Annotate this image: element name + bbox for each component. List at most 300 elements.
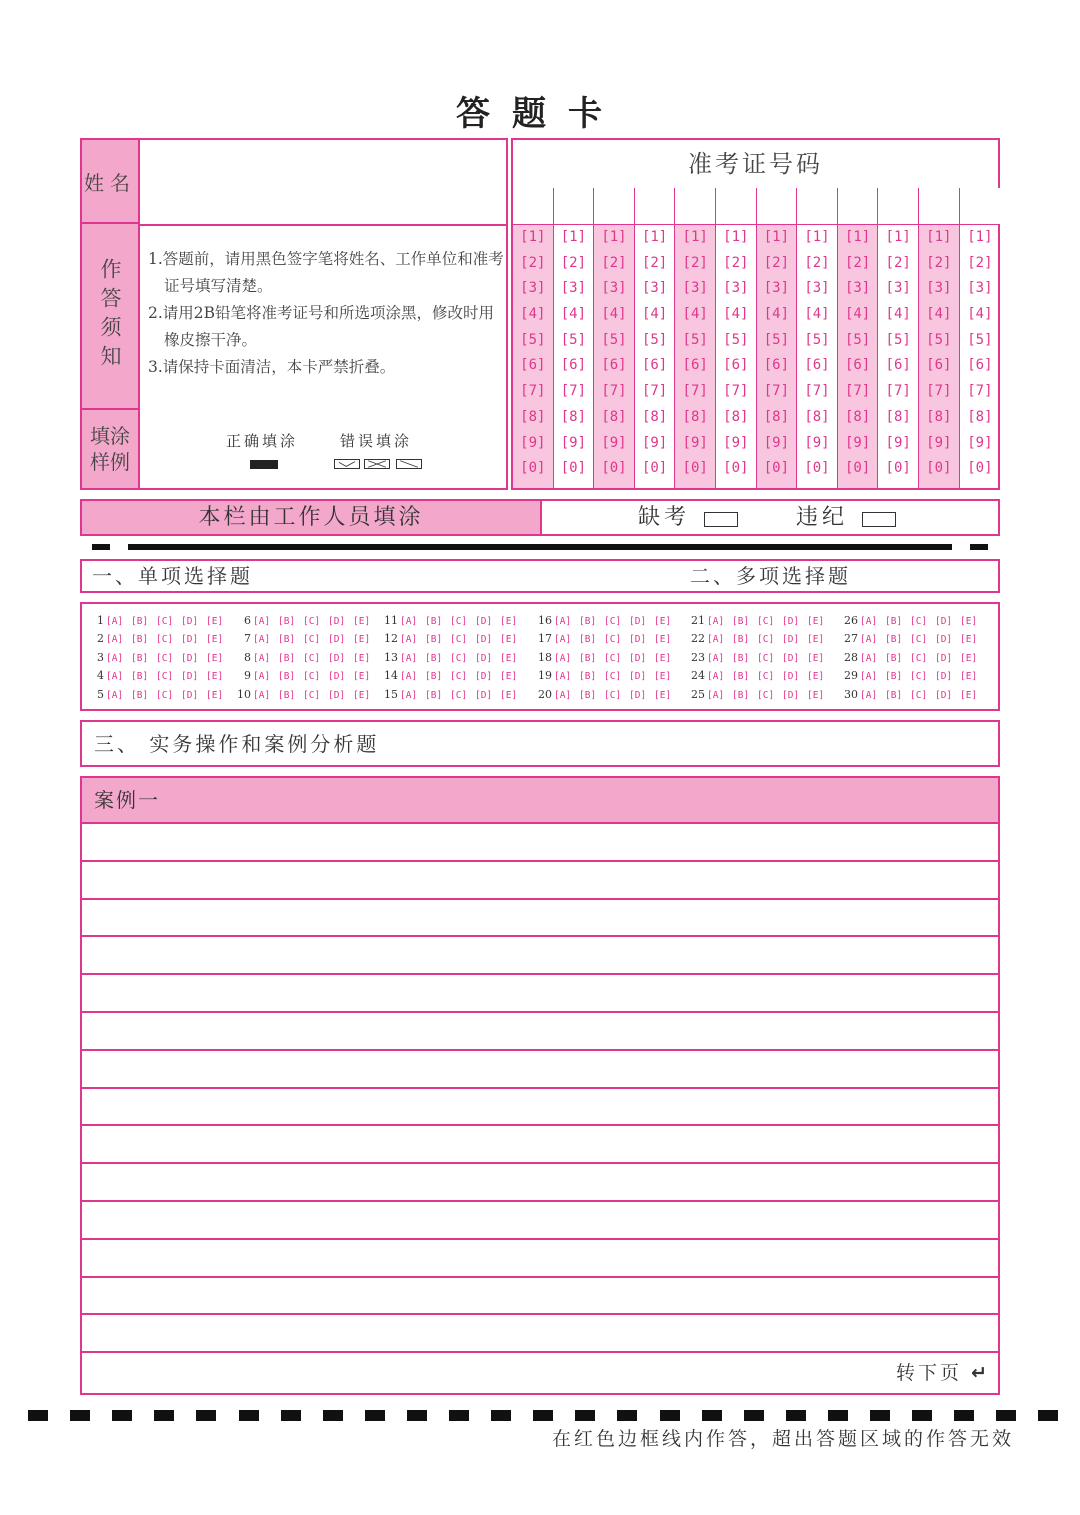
exam-id-bubble[interactable]: [9] xyxy=(926,434,952,451)
exam-id-bubble[interactable]: [0] xyxy=(560,460,587,477)
option-bubble[interactable]: [B] xyxy=(278,652,296,664)
exam-id-bubble[interactable]: [2] xyxy=(967,254,993,271)
exam-id-bubble[interactable]: [5] xyxy=(967,331,993,348)
option-bubble[interactable]: [A] xyxy=(106,634,124,646)
option-bubble[interactable]: [B] xyxy=(278,689,296,701)
option-bubble[interactable]: [A] xyxy=(253,616,271,627)
option-bubble[interactable]: [B] xyxy=(579,616,597,627)
option-bubble[interactable]: [A] xyxy=(707,689,725,701)
exam-id-bubble[interactable]: [3] xyxy=(641,280,668,297)
exam-id-bubble[interactable]: [3] xyxy=(560,280,587,297)
option-bubble[interactable]: [A] xyxy=(554,616,572,627)
cut-line-dash xyxy=(239,1410,259,1421)
option-bubble[interactable]: [A] xyxy=(860,616,878,627)
exam-id-bubble[interactable]: [3] xyxy=(844,280,871,297)
option-bubble[interactable]: [C] xyxy=(303,616,321,627)
option-bubble[interactable]: [A] xyxy=(253,634,271,646)
option-bubble[interactable]: [D] xyxy=(782,634,800,646)
option-bubble[interactable]: [D] xyxy=(328,652,346,664)
exam-id-bubble[interactable]: [4] xyxy=(967,306,993,323)
option-bubble[interactable]: [E] xyxy=(500,689,518,701)
exam-id-bubble[interactable]: [6] xyxy=(723,357,749,374)
option-bubble[interactable]: [B] xyxy=(579,689,597,701)
option-bubble[interactable]: [D] xyxy=(935,689,953,701)
option-bubble[interactable]: [D] xyxy=(782,689,800,701)
option-bubble[interactable]: [D] xyxy=(181,616,199,627)
exam-id-bubble[interactable]: [2] xyxy=(560,254,587,271)
option-bubble[interactable]: [E] xyxy=(500,671,518,683)
exam-id-bubble[interactable]: [5] xyxy=(804,331,830,348)
option-bubble[interactable]: [D] xyxy=(181,689,199,701)
option-bubble[interactable]: [C] xyxy=(303,634,321,646)
exam-id-bubble[interactable]: [6] xyxy=(844,357,871,374)
option-bubble[interactable]: [C] xyxy=(303,671,321,683)
option-bubble[interactable]: [E] xyxy=(206,616,224,627)
exam-id-bubble[interactable]: [0] xyxy=(641,460,668,477)
option-bubble[interactable]: [A] xyxy=(860,634,878,646)
option-bubble[interactable]: [C] xyxy=(303,689,321,701)
exam-id-bubble[interactable]: [0] xyxy=(723,460,749,477)
exam-id-bubble[interactable]: [5] xyxy=(560,331,587,348)
exam-id-bubble[interactable]: [7] xyxy=(967,383,993,400)
exam-id-bubble[interactable]: [7] xyxy=(641,383,668,400)
option-bubble[interactable]: [D] xyxy=(328,616,346,627)
option-bubble[interactable]: [D] xyxy=(629,652,647,664)
option-bubble[interactable]: [C] xyxy=(450,652,468,664)
exam-id-bubble[interactable]: [5] xyxy=(520,331,546,348)
exam-id-bubble[interactable]: [8] xyxy=(560,408,587,425)
exam-id-bubble[interactable]: [6] xyxy=(601,357,627,374)
option-bubble[interactable]: [C] xyxy=(910,689,928,701)
exam-id-bubble[interactable]: [1] xyxy=(723,229,749,245)
question-row xyxy=(90,630,231,648)
violation-checkbox[interactable] xyxy=(862,512,896,527)
option-bubble[interactable]: [A] xyxy=(707,652,725,664)
exam-id-bubble[interactable]: [5] xyxy=(641,331,668,348)
exam-id-bubble[interactable]: [1] xyxy=(641,229,668,245)
option-bubble[interactable]: [E] xyxy=(960,652,978,664)
option-bubble[interactable]: [D] xyxy=(935,652,953,664)
option-bubble[interactable]: [E] xyxy=(500,652,518,664)
exam-id-bubble[interactable]: [8] xyxy=(844,408,871,425)
option-bubble[interactable]: [C] xyxy=(757,652,775,664)
option-bubble[interactable]: [E] xyxy=(206,689,224,701)
option-bubble[interactable]: [A] xyxy=(554,652,572,664)
exam-id-bubble[interactable]: [4] xyxy=(601,306,627,323)
option-bubble[interactable]: [B] xyxy=(885,616,903,627)
option-bubble[interactable]: [D] xyxy=(475,616,493,627)
option-bubble[interactable]: [E] xyxy=(654,689,672,701)
exam-id-bubble[interactable]: [3] xyxy=(885,280,911,297)
exam-id-bubble[interactable]: [3] xyxy=(723,280,749,297)
exam-id-digit-box[interactable] xyxy=(675,188,715,225)
footer-note: 在红色边框线内作答，超出答题区域的作答无效 xyxy=(551,1428,1014,1450)
option-bubble[interactable]: [D] xyxy=(629,634,647,646)
exam-id-bubble[interactable]: [4] xyxy=(844,306,871,323)
exam-id-bubble[interactable]: [2] xyxy=(885,254,911,271)
exam-id-bubble[interactable]: [0] xyxy=(763,460,790,477)
option-bubble[interactable]: [C] xyxy=(910,671,928,683)
exam-id-bubble[interactable]: [4] xyxy=(723,306,749,323)
exam-id-bubble[interactable]: [8] xyxy=(641,408,668,425)
exam-id-bubble[interactable]: [7] xyxy=(804,383,830,400)
exam-id-bubble[interactable]: [9] xyxy=(844,434,871,451)
exam-id-bubble[interactable]: [7] xyxy=(885,383,911,400)
exam-id-bubble[interactable]: [7] xyxy=(560,383,587,400)
exam-id-digit-box[interactable] xyxy=(838,188,878,225)
exam-id-bubble[interactable]: [7] xyxy=(844,383,871,400)
exam-id-bubble[interactable]: [7] xyxy=(763,383,790,400)
exam-id-bubble[interactable]: [3] xyxy=(601,280,627,297)
option-bubble[interactable]: [A] xyxy=(860,689,878,701)
exam-id-bubble[interactable]: [0] xyxy=(926,460,952,477)
option-bubble[interactable]: [C] xyxy=(450,689,468,701)
exam-id-bubble[interactable]: [8] xyxy=(885,408,911,425)
exam-id-bubble[interactable]: [3] xyxy=(520,280,546,297)
exam-id-bubble[interactable]: [3] xyxy=(926,280,952,297)
exam-id-bubble[interactable]: [4] xyxy=(560,306,587,323)
exam-id-digit-box[interactable] xyxy=(554,188,594,225)
exam-id-bubble[interactable]: [6] xyxy=(641,357,668,374)
case-title: 案例一 xyxy=(94,788,160,812)
option-bubble[interactable]: [D] xyxy=(181,634,199,646)
option-bubble[interactable]: [E] xyxy=(807,652,825,664)
option-bubble[interactable]: [A] xyxy=(554,634,572,646)
option-bubble[interactable]: [A] xyxy=(106,616,124,627)
cut-line-dash xyxy=(870,1410,890,1421)
exam-id-digit-box[interactable] xyxy=(919,188,959,225)
option-bubble[interactable]: [A] xyxy=(707,671,725,683)
exam-id-bubble[interactable]: [9] xyxy=(601,434,627,451)
option-bubble[interactable]: [D] xyxy=(328,689,346,701)
exam-id-bubble[interactable]: [7] xyxy=(926,383,952,400)
option-bubble[interactable]: [D] xyxy=(181,652,199,664)
exam-id-bubble[interactable]: [9] xyxy=(967,434,993,451)
option-bubble[interactable]: [C] xyxy=(450,616,468,627)
option-bubble[interactable]: [A] xyxy=(860,671,878,683)
exam-id-bubble[interactable]: [0] xyxy=(967,460,993,477)
exam-id-bubble[interactable]: [8] xyxy=(804,408,830,425)
option-bubble[interactable]: [C] xyxy=(910,616,928,627)
option-bubble[interactable]: [B] xyxy=(131,652,149,664)
option-bubble[interactable]: [B] xyxy=(425,634,443,646)
exam-id-bubble[interactable]: [0] xyxy=(885,460,911,477)
case-answer-area[interactable] xyxy=(80,776,1000,1395)
option-bubble[interactable]: [D] xyxy=(328,671,346,683)
option-bubble[interactable]: [B] xyxy=(131,689,149,701)
option-bubble[interactable]: [A] xyxy=(253,652,271,664)
option-bubble[interactable]: [B] xyxy=(885,652,903,664)
option-bubble[interactable]: [C] xyxy=(604,616,622,627)
option-bubble[interactable]: [B] xyxy=(579,634,597,646)
exam-id-bubble[interactable]: [5] xyxy=(682,331,708,348)
answer-line xyxy=(82,1049,998,1051)
exam-id-bubble[interactable]: [9] xyxy=(723,434,749,451)
exam-id-bubble[interactable]: [1] xyxy=(967,229,993,245)
option-bubble[interactable]: [A] xyxy=(400,689,418,701)
exam-id-bubble[interactable]: [4] xyxy=(885,306,911,323)
exam-id-bubble[interactable]: [6] xyxy=(763,357,790,374)
option-bubble[interactable]: [D] xyxy=(629,671,647,683)
exam-id-bubble[interactable]: [0] xyxy=(844,460,871,477)
option-bubble[interactable]: [C] xyxy=(156,652,174,664)
exam-id-bubble[interactable]: [6] xyxy=(885,357,911,374)
option-bubble[interactable]: [E] xyxy=(353,616,371,627)
exam-id-bubble[interactable]: [8] xyxy=(967,408,993,425)
option-bubble[interactable]: [C] xyxy=(757,616,775,627)
exam-id-bubble[interactable]: [1] xyxy=(682,229,708,245)
option-bubble[interactable]: [B] xyxy=(425,689,443,701)
option-bubble[interactable]: [D] xyxy=(475,652,493,664)
exam-id-bubble[interactable]: [7] xyxy=(601,383,627,400)
option-bubble[interactable]: [B] xyxy=(131,671,149,683)
option-bubble[interactable]: [E] xyxy=(807,616,825,627)
exam-id-bubble[interactable]: [4] xyxy=(682,306,708,323)
option-bubble[interactable]: [B] xyxy=(885,634,903,646)
cut-line-dash xyxy=(449,1410,469,1421)
option-bubble[interactable]: [A] xyxy=(253,689,271,701)
option-bubble[interactable]: [C] xyxy=(303,652,321,664)
option-bubble[interactable]: [A] xyxy=(554,689,572,701)
option-bubble[interactable]: [E] xyxy=(500,616,518,627)
option-bubble[interactable]: [B] xyxy=(885,671,903,683)
option-bubble[interactable]: [B] xyxy=(425,652,443,664)
option-bubble[interactable]: [C] xyxy=(156,616,174,627)
exam-id-digit-box[interactable] xyxy=(594,188,634,225)
option-bubble[interactable]: [B] xyxy=(732,652,750,664)
option-bubble[interactable]: [A] xyxy=(400,671,418,683)
option-bubble[interactable]: [D] xyxy=(782,616,800,627)
option-bubble[interactable]: [E] xyxy=(807,634,825,646)
option-bubble[interactable]: [E] xyxy=(960,634,978,646)
exam-id-bubble[interactable]: [9] xyxy=(560,434,587,451)
exam-id-bubble[interactable]: [8] xyxy=(723,408,749,425)
option-bubble[interactable]: [E] xyxy=(206,652,224,664)
option-bubble[interactable]: [C] xyxy=(757,689,775,701)
option-bubble[interactable]: [D] xyxy=(475,671,493,683)
option-bubble[interactable]: [B] xyxy=(579,671,597,683)
exam-id-bubble[interactable]: [2] xyxy=(641,254,668,271)
exam-id-bubble[interactable]: [2] xyxy=(763,254,790,271)
option-bubble[interactable]: [C] xyxy=(604,634,622,646)
exam-id-bubble[interactable]: [4] xyxy=(641,306,668,323)
exam-id-bubble[interactable]: [5] xyxy=(885,331,911,348)
option-bubble[interactable]: [C] xyxy=(156,634,174,646)
exam-id-bubble[interactable]: [6] xyxy=(682,357,708,374)
option-bubble[interactable]: [E] xyxy=(654,634,672,646)
exam-id-bubble[interactable]: [1] xyxy=(520,229,546,245)
absent-checkbox[interactable] xyxy=(704,512,738,527)
option-bubble[interactable]: [A] xyxy=(253,671,271,683)
exam-id-digit-box[interactable] xyxy=(797,188,837,225)
option-bubble[interactable]: [B] xyxy=(732,689,750,701)
exam-id-bubble[interactable]: [6] xyxy=(804,357,830,374)
exam-id-bubble[interactable]: [9] xyxy=(885,434,911,451)
option-bubble[interactable]: [A] xyxy=(400,652,418,664)
option-bubble[interactable]: [E] xyxy=(206,671,224,683)
option-bubble[interactable]: [A] xyxy=(860,652,878,664)
exam-id-bubble[interactable]: [9] xyxy=(520,434,546,451)
option-bubble[interactable]: [D] xyxy=(629,616,647,627)
option-bubble[interactable]: [D] xyxy=(181,671,199,683)
exam-id-bubble[interactable]: [8] xyxy=(520,408,546,425)
exam-id-bubble[interactable]: [2] xyxy=(682,254,708,271)
exam-id-bubble[interactable]: [5] xyxy=(601,331,627,348)
exam-id-bubble[interactable]: [0] xyxy=(520,460,546,477)
option-bubble[interactable]: [D] xyxy=(935,616,953,627)
option-bubble[interactable]: [E] xyxy=(960,671,978,683)
exam-id-bubble[interactable]: [0] xyxy=(682,460,708,477)
option-bubble[interactable]: [E] xyxy=(206,634,224,646)
exam-id-bubble[interactable]: [1] xyxy=(804,229,830,245)
exam-id-bubble[interactable]: [2] xyxy=(804,254,830,271)
exam-id-bubble[interactable]: [5] xyxy=(926,331,952,348)
option-bubble[interactable]: [C] xyxy=(757,634,775,646)
question-number: 23 xyxy=(691,650,705,664)
exam-id-bubble[interactable]: [2] xyxy=(601,254,627,271)
exam-id-bubble[interactable]: [0] xyxy=(601,460,627,477)
option-bubble[interactable]: [D] xyxy=(328,634,346,646)
option-bubble[interactable]: [B] xyxy=(278,616,296,627)
option-bubble[interactable]: [A] xyxy=(707,616,725,627)
option-bubble[interactable]: [D] xyxy=(475,634,493,646)
option-bubble[interactable]: [A] xyxy=(400,616,418,627)
option-bubble[interactable]: [B] xyxy=(425,616,443,627)
exam-id-bubble[interactable]: [3] xyxy=(682,280,708,297)
exam-id-bubble[interactable]: [3] xyxy=(967,280,993,297)
exam-id-bubble[interactable]: [8] xyxy=(601,408,627,425)
option-bubble[interactable]: [D] xyxy=(629,689,647,701)
exam-id-bubble[interactable]: [6] xyxy=(926,357,952,374)
option-bubble[interactable]: [C] xyxy=(604,671,622,683)
exam-id-bubble[interactable]: [7] xyxy=(723,383,749,400)
option-bubble[interactable]: [D] xyxy=(782,652,800,664)
exam-id-bubble[interactable]: [7] xyxy=(682,383,708,400)
exam-id-bubble[interactable]: [2] xyxy=(520,254,546,271)
option-bubble[interactable]: [E] xyxy=(353,671,371,683)
option-bubble[interactable]: [B] xyxy=(131,634,149,646)
exam-id-bubble[interactable]: [4] xyxy=(926,306,952,323)
option-bubble[interactable]: [B] xyxy=(885,689,903,701)
exam-id-bubble[interactable]: [6] xyxy=(560,357,587,374)
exam-id-digit-box[interactable] xyxy=(878,188,918,225)
option-bubble[interactable]: [E] xyxy=(353,634,371,646)
exam-id-bubble[interactable]: [1] xyxy=(885,229,911,245)
exam-id-bubble[interactable]: [8] xyxy=(763,408,790,425)
exam-id-bubble[interactable]: [4] xyxy=(520,306,546,323)
exam-id-bubble[interactable]: [1] xyxy=(560,229,587,245)
exam-id-bubble[interactable]: [4] xyxy=(763,306,790,323)
option-bubble[interactable]: [D] xyxy=(782,671,800,683)
exam-id-bubble[interactable]: [6] xyxy=(967,357,993,374)
exam-id-digit-box[interactable] xyxy=(513,188,553,225)
exam-id-digit-box[interactable] xyxy=(635,188,675,225)
exam-id-bubble[interactable]: [9] xyxy=(804,434,830,451)
option-bubble[interactable]: [C] xyxy=(757,671,775,683)
option-bubble[interactable]: [E] xyxy=(960,689,978,701)
option-bubble[interactable]: [C] xyxy=(604,689,622,701)
option-bubble[interactable]: [B] xyxy=(278,671,296,683)
option-bubble[interactable]: [B] xyxy=(131,616,149,627)
option-bubble[interactable]: [E] xyxy=(654,652,672,664)
option-bubble[interactable]: [E] xyxy=(654,616,672,627)
option-bubble[interactable]: [C] xyxy=(450,634,468,646)
option-bubble[interactable]: [A] xyxy=(106,689,124,701)
option-bubble[interactable]: [E] xyxy=(500,634,518,646)
exam-id-bubble[interactable]: [6] xyxy=(520,357,546,374)
option-bubble[interactable]: [C] xyxy=(910,652,928,664)
option-bubble[interactable]: [A] xyxy=(707,634,725,646)
option-bubble[interactable]: [B] xyxy=(425,671,443,683)
cut-line-dash xyxy=(28,1410,48,1421)
option-bubble[interactable]: [C] xyxy=(156,671,174,683)
exam-id-bubble[interactable]: [2] xyxy=(844,254,871,271)
option-bubble[interactable]: [E] xyxy=(353,689,371,701)
option-bubble[interactable]: [D] xyxy=(935,634,953,646)
question-row xyxy=(844,686,985,704)
exam-id-digit-box[interactable] xyxy=(716,188,756,225)
option-bubble[interactable]: [A] xyxy=(106,671,124,683)
exam-id-bubble[interactable]: [4] xyxy=(804,306,830,323)
exam-id-bubble[interactable]: [5] xyxy=(763,331,790,348)
exam-id-bubble[interactable]: [7] xyxy=(520,383,546,400)
option-bubble[interactable]: [B] xyxy=(732,616,750,627)
question-number: 3 xyxy=(97,650,104,664)
option-bubble[interactable]: [A] xyxy=(554,671,572,683)
option-bubble[interactable]: [E] xyxy=(960,616,978,627)
option-bubble[interactable]: [E] xyxy=(807,689,825,701)
option-bubble[interactable]: [B] xyxy=(732,634,750,646)
exam-id-digit-box[interactable] xyxy=(960,188,1001,225)
exam-id-bubble[interactable]: [2] xyxy=(723,254,749,271)
option-bubble[interactable]: [C] xyxy=(910,634,928,646)
option-bubble[interactable]: [D] xyxy=(475,689,493,701)
exam-id-digit-box[interactable] xyxy=(757,188,797,225)
option-bubble[interactable]: [A] xyxy=(400,634,418,646)
exam-id-bubble[interactable]: [3] xyxy=(804,280,830,297)
exam-id-bubble[interactable]: [1] xyxy=(844,229,871,245)
option-bubble[interactable]: [C] xyxy=(156,689,174,701)
option-bubble[interactable]: [B] xyxy=(732,671,750,683)
exam-id-bubble[interactable]: [8] xyxy=(682,408,708,425)
exam-id-block xyxy=(511,138,1000,490)
name-field[interactable] xyxy=(140,140,506,226)
exam-id-bubble[interactable]: [9] xyxy=(763,434,790,451)
exam-id-bubble[interactable]: [9] xyxy=(641,434,668,451)
exam-id-bubble[interactable]: [2] xyxy=(926,254,952,271)
exam-id-bubble[interactable]: [5] xyxy=(723,331,749,348)
cut-line-dash xyxy=(491,1410,511,1421)
exam-id-bubble[interactable]: [5] xyxy=(844,331,871,348)
exam-id-bubble[interactable]: [8] xyxy=(926,408,952,425)
question-row xyxy=(237,612,378,630)
option-bubble[interactable]: [C] xyxy=(604,652,622,664)
exam-id-bubble[interactable]: [3] xyxy=(763,280,790,297)
option-bubble[interactable]: [C] xyxy=(450,671,468,683)
option-bubble[interactable]: [E] xyxy=(654,671,672,683)
option-bubble[interactable]: [B] xyxy=(579,652,597,664)
option-bubble[interactable]: [E] xyxy=(353,652,371,664)
option-bubble[interactable]: [E] xyxy=(807,671,825,683)
exam-id-bubble[interactable]: [1] xyxy=(601,229,627,245)
exam-id-bubble[interactable]: [1] xyxy=(763,229,790,245)
option-bubble[interactable]: [A] xyxy=(106,652,124,664)
option-bubble[interactable]: [D] xyxy=(935,671,953,683)
exam-id-bubble[interactable]: [1] xyxy=(926,229,952,245)
exam-id-bubble[interactable]: [0] xyxy=(804,460,830,477)
exam-id-bubble[interactable]: [9] xyxy=(682,434,708,451)
option-bubble[interactable]: [B] xyxy=(278,634,296,646)
